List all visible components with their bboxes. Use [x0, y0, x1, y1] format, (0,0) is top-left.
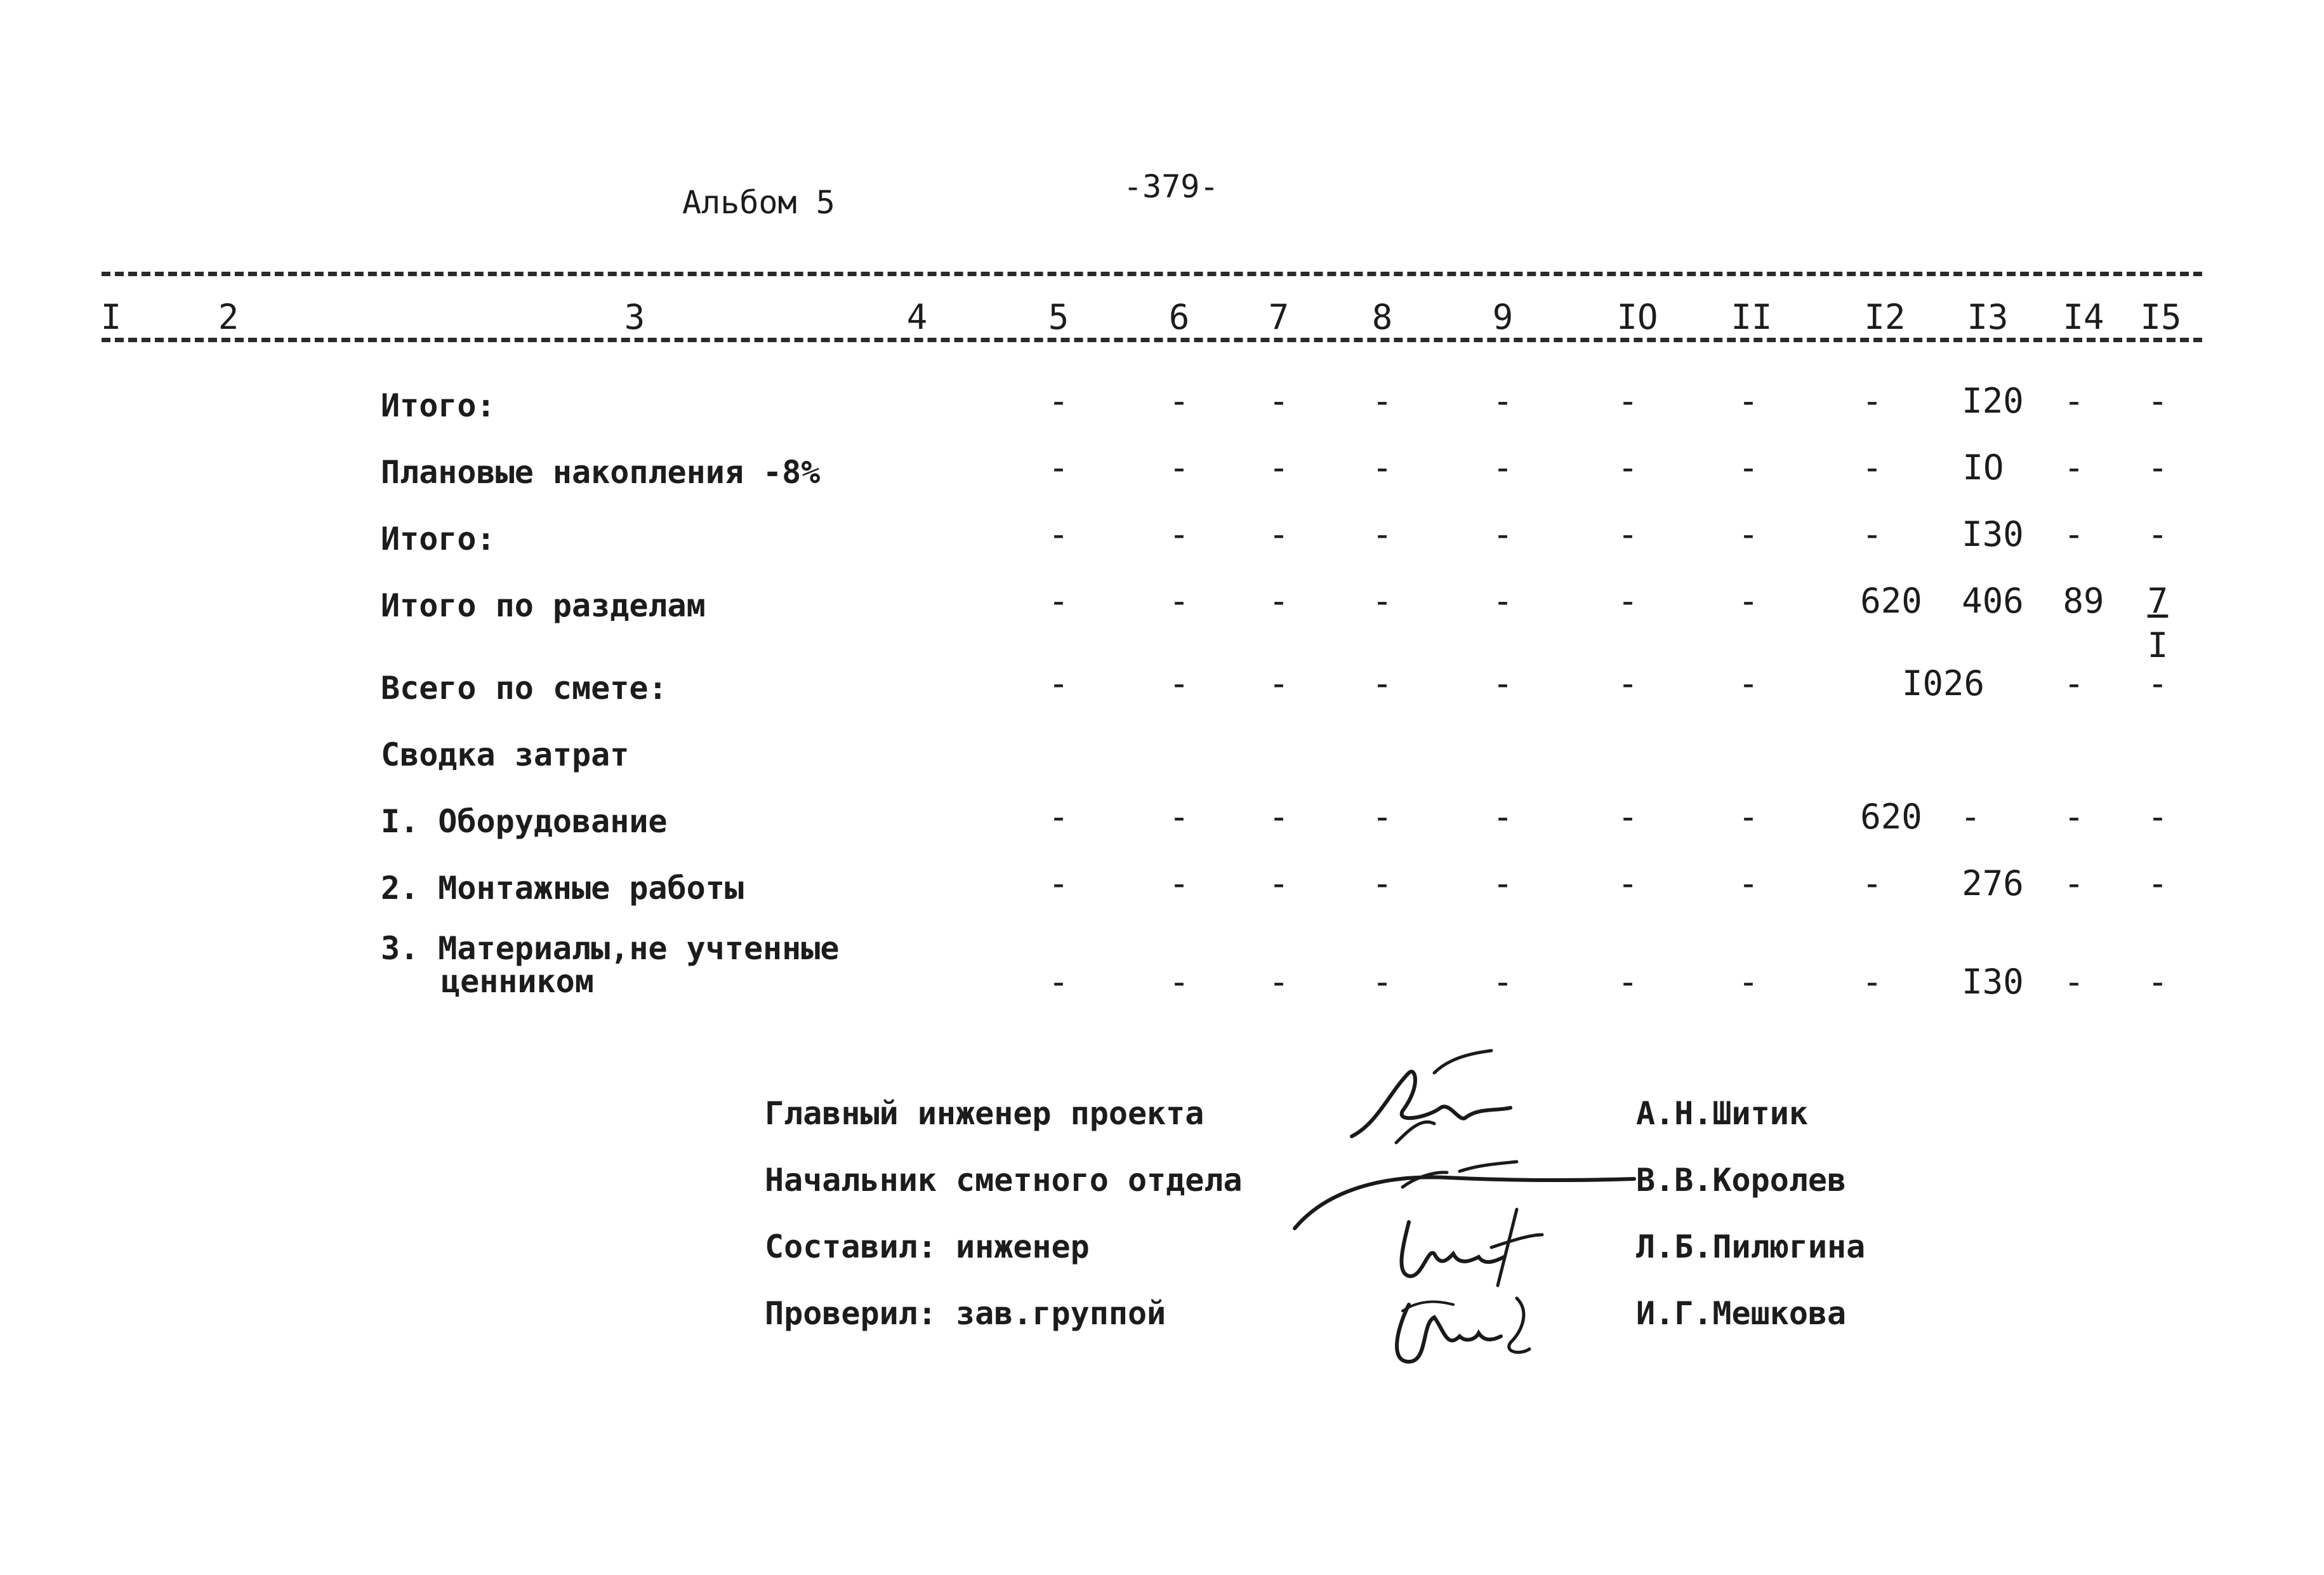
table-row: [0, 448, 2324, 498]
cell-col-12: 620: [1860, 797, 1922, 837]
cell-col-15: -: [2147, 663, 2169, 703]
header-bottom-rule: [102, 338, 2202, 342]
cell-col-13: 406: [1962, 581, 2024, 621]
cell-col-15: -: [2147, 381, 2169, 421]
signature-row: [0, 1095, 2324, 1146]
page-number: -379-: [1123, 168, 1219, 205]
cell-col-15: -: [2147, 863, 2169, 903]
cell-col-10: -: [1617, 797, 1639, 837]
signature-name: А.Н.Шитик: [1636, 1095, 1808, 1132]
cell-col-10: -: [1617, 863, 1639, 903]
cell-col-14: -: [2063, 381, 2085, 421]
cell-col-8: -: [1371, 581, 1393, 621]
cell-col-7: -: [1268, 962, 1290, 1002]
signature-row: [0, 1162, 2324, 1213]
column-number-8: 8: [1371, 297, 1393, 337]
column-number-4: 4: [906, 297, 928, 337]
cell-col-11: -: [1738, 514, 1759, 554]
cell-col-10: -: [1617, 663, 1639, 703]
cell-col-12: -: [1861, 448, 1883, 488]
cell-col-9: -: [1492, 797, 1514, 837]
cell-col-6: -: [1168, 448, 1190, 488]
column-number-3: 3: [624, 297, 645, 337]
cell-col-11: -: [1738, 797, 1759, 837]
cell-col-8: -: [1371, 514, 1393, 554]
column-number-14: I4: [2063, 297, 2104, 337]
table-row: [0, 930, 2324, 1013]
cell-col-5: -: [1048, 381, 1069, 421]
signature-title: Начальник сметного отдела: [765, 1162, 1243, 1199]
cell-col-8: -: [1371, 663, 1393, 703]
column-number-9: 9: [1492, 297, 1514, 337]
cell-col-5: -: [1048, 797, 1069, 837]
cell-col-12: -: [1861, 514, 1883, 554]
cell-col-14: 89: [2063, 581, 2104, 621]
column-number-7: 7: [1268, 297, 1290, 337]
row-label: Итого:: [381, 521, 496, 557]
cell-col-9: -: [1492, 514, 1514, 554]
handwritten-signature-1: [1339, 1047, 1548, 1162]
cell-col-9: -: [1492, 581, 1514, 621]
cell-col-15: -: [2147, 448, 2169, 488]
cell-col-6: -: [1168, 797, 1190, 837]
cell-col-14: -: [2063, 448, 2085, 488]
cell-col-12: -: [1861, 863, 1883, 903]
cell-col-14: -: [2063, 514, 2085, 554]
table-row: [0, 663, 2324, 714]
cell-col-7: -: [1268, 797, 1290, 837]
signature-name: Л.Б.Пилюгина: [1636, 1228, 1866, 1265]
handwritten-signature-4: [1383, 1273, 1561, 1374]
cell-col-10: -: [1617, 448, 1639, 488]
cell-col-8: -: [1371, 448, 1393, 488]
row-label: Всего по смете:: [381, 670, 668, 707]
cell-col-12: -: [1861, 381, 1883, 421]
column-number-5: 5: [1048, 297, 1069, 337]
cell-col-15-extra: I: [2147, 625, 2169, 665]
cell-col-10: -: [1617, 381, 1639, 421]
cell-col-10: -: [1617, 962, 1639, 1002]
cell-col-9: -: [1492, 448, 1514, 488]
cell-col-6: -: [1168, 663, 1190, 703]
table-row: [0, 381, 2324, 432]
cell-col-7: -: [1268, 514, 1290, 554]
row-label: I. Оборудование: [381, 803, 668, 840]
section-header-row: [0, 730, 2324, 781]
cell-col-7: -: [1268, 663, 1290, 703]
cell-col-15: 7: [2147, 581, 2169, 621]
cell-col-8: -: [1371, 381, 1393, 421]
cell-col-10: -: [1617, 514, 1639, 554]
cell-col-5: -: [1048, 663, 1069, 703]
cell-col-6: -: [1168, 863, 1190, 903]
cell-col-11: -: [1738, 581, 1759, 621]
cell-col-5: -: [1048, 863, 1069, 903]
signature-row: [0, 1295, 2324, 1346]
cell-col-7: -: [1268, 381, 1290, 421]
cell-col-6: -: [1168, 381, 1190, 421]
signature-name: И.Г.Мешкова: [1636, 1295, 1847, 1332]
cell-col-8: -: [1371, 797, 1393, 837]
row-label: 3. Материалы,не учтенные: [381, 930, 840, 967]
cell-col-15: -: [2147, 797, 2169, 837]
cell-col-11: -: [1738, 381, 1759, 421]
cell-col-11: -: [1738, 962, 1759, 1002]
cell-col-5: -: [1048, 448, 1069, 488]
table-row: [0, 863, 2324, 914]
cell-col-5: -: [1048, 514, 1069, 554]
row-label: Сводка затрат: [381, 736, 630, 773]
cell-col-6: -: [1168, 581, 1190, 621]
cell-col-13: I30: [1962, 514, 2024, 554]
table-row: [0, 581, 2324, 665]
cell-col-15: -: [2147, 962, 2169, 1002]
cell-col-5: -: [1048, 581, 1069, 621]
cell-col-5: -: [1048, 962, 1069, 1002]
signature-name: В.В.Королев: [1636, 1162, 1847, 1199]
cell-col-13: I30: [1962, 962, 2024, 1002]
cell-col-9: -: [1492, 863, 1514, 903]
signature-row: [0, 1228, 2324, 1279]
column-number-6: 6: [1168, 297, 1190, 337]
signature-title: Проверил: зав.группой: [765, 1295, 1166, 1332]
cell-col-14: -: [2063, 663, 2085, 703]
cell-col-14: -: [2063, 797, 2085, 837]
cell-col-7: -: [1268, 581, 1290, 621]
row-label-continuation: ценником: [441, 963, 594, 1000]
column-number-2: 2: [218, 297, 239, 337]
cell-col-7: -: [1268, 863, 1290, 903]
cell-col-11: -: [1738, 863, 1759, 903]
cell-col-12-13-merged: I026: [1901, 663, 1985, 703]
cell-col-13: -: [1960, 797, 1981, 837]
cell-col-14: -: [2063, 962, 2085, 1002]
column-number-13: I3: [1967, 297, 2009, 337]
column-number-11: II: [1731, 297, 1773, 337]
column-number-1: I: [100, 297, 122, 337]
cell-col-11: -: [1738, 448, 1759, 488]
album-label: Альбом 5: [682, 184, 835, 221]
cell-col-6: -: [1168, 962, 1190, 1002]
cell-col-12: -: [1861, 962, 1883, 1002]
cell-col-7: -: [1268, 448, 1290, 488]
column-number-15: I5: [2140, 297, 2182, 337]
cell-col-13: 276: [1962, 863, 2024, 903]
cell-col-6: -: [1168, 514, 1190, 554]
cell-col-11: -: [1738, 663, 1759, 703]
cell-col-15: -: [2147, 514, 2169, 554]
row-label: Итого по разделам: [381, 587, 706, 624]
header-top-rule: [102, 272, 2202, 276]
cell-col-12: 620: [1860, 581, 1922, 621]
column-number-12: I2: [1864, 297, 1906, 337]
cell-col-9: -: [1492, 381, 1514, 421]
signature-title: Составил: инженер: [765, 1228, 1090, 1265]
cell-col-13: I20: [1962, 381, 2024, 421]
row-label: Плановые накопления -8%: [381, 454, 821, 491]
cell-col-9: -: [1492, 962, 1514, 1002]
row-label: 2. Монтажные работы: [381, 870, 744, 907]
table-row: [0, 514, 2324, 565]
cell-col-14: -: [2063, 863, 2085, 903]
signature-title: Главный инженер проекта: [765, 1095, 1205, 1132]
table-row: [0, 797, 2324, 847]
cell-col-13: IO: [1962, 448, 2004, 488]
row-label: Итого:: [381, 387, 496, 424]
column-number-10: IO: [1616, 297, 1658, 337]
cell-col-8: -: [1371, 863, 1393, 903]
cell-col-9: -: [1492, 663, 1514, 703]
cell-col-10: -: [1617, 581, 1639, 621]
cell-col-8: -: [1371, 962, 1393, 1002]
